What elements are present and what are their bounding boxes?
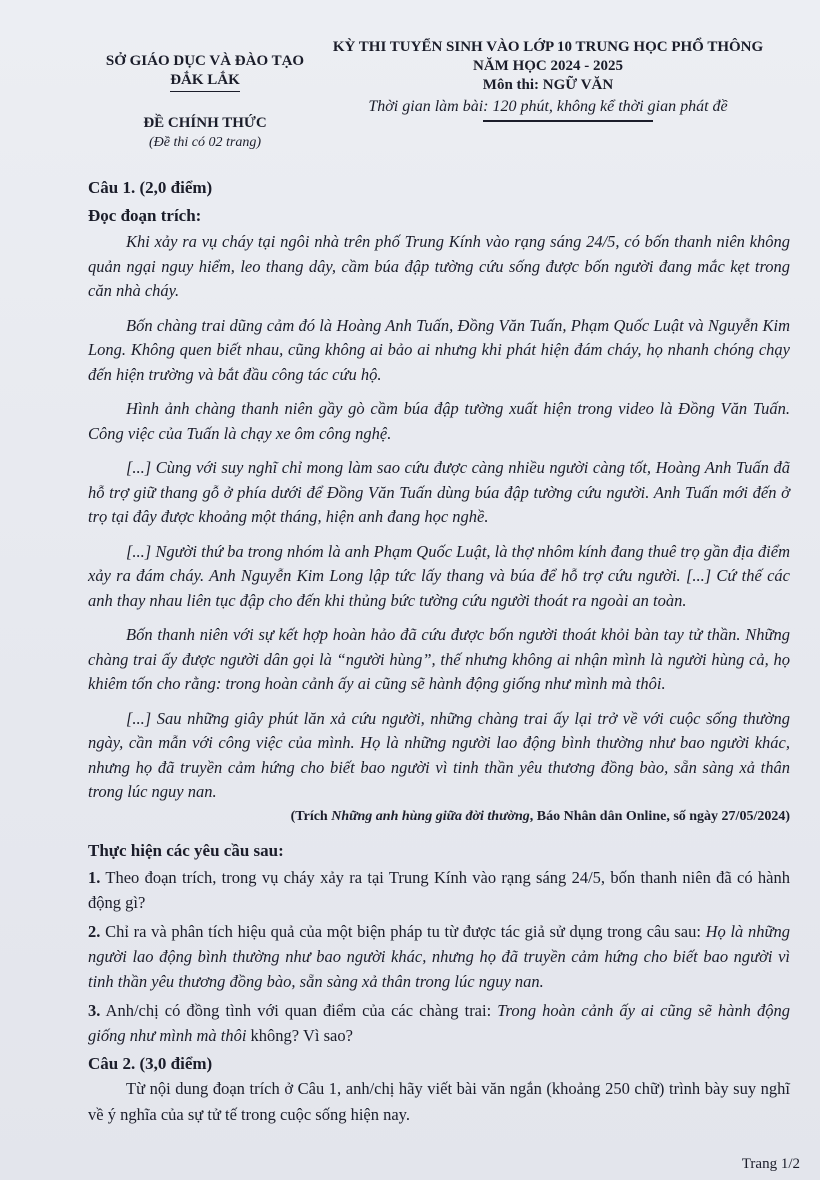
official-label: ĐỀ CHÍNH THỨC bbox=[143, 115, 267, 131]
header-right bbox=[318, 38, 778, 122]
passage-paragraph: Khi xảy ra vụ cháy tại ngôi nhà trên phố Trung Kính vào rạng sáng 24/5, có bốn thanh niên không quản ngại nguy hiểm, leo thang dây, cầm búa đập tường cứu sống được bốn người đang mắc kẹt trong căn nhà cháy. bbox=[88, 232, 790, 300]
header-left bbox=[100, 52, 310, 152]
passage-source: (Trích Những anh hùng giữa đời thường, Báo Nhân dân Online, số ngày 27/05/2024) bbox=[290, 808, 790, 824]
province-name: ĐẮK LẮK bbox=[170, 71, 240, 92]
passage-paragraph: [...] Người thứ ba trong nhóm là anh Phạm Quốc Luật, là thợ nhôm kính đang thuê trọ gần địa điểm xảy ra đám cháy. Anh Nguyễn Kim Long lập tức lấy thang và búa để hỗ trợ cứu người. [...] Cứ thế các anh thay nhau liên tục đập cho đến khi thủng bức tường cứu người thoát ra ngoài an toàn. bbox=[88, 541, 790, 610]
page-count-note: (Đề thi có 02 trang) bbox=[149, 135, 261, 150]
task-3: 3. Anh/chị có đồng tình với quan điểm của các chàng trai: Trong hoàn cảnh ấy ai cũng sẽ hành động giống như mình mà thôi không? Vì sao? bbox=[88, 1000, 791, 1045]
passage-paragraph: [...] Sau những giây phút lăn xả cứu người, những chàng trai ấy lại trở về với cuộc sống thường ngày, cần mẫn với công việc của mình. Họ là những người lao động bình thường như bao người khác, nhưng họ đã truyền cảm hứng cho biết bao người vì tinh thần yêu thương đồng bào, sẵn sàng xả thân trong lúc nguy nan. bbox=[88, 708, 790, 801]
source-title: Những anh hùng giữa đời thường bbox=[331, 808, 530, 824]
task-1: 1. Theo đoạn trích, trong vụ cháy xảy ra tại Trung Kính vào rạng sáng 24/5, bốn thanh niên đã có hành động gì? bbox=[88, 867, 790, 912]
question-2-title: Câu 2. (3,0 điểm) bbox=[88, 1053, 213, 1073]
exam-content bbox=[88, 176, 790, 1128]
school-year: NĂM HỌC 2024 - 2025 bbox=[473, 58, 623, 74]
task-3-quote: Trong hoàn cảnh ấy ai cũng sẽ hành động giống như mình mà thôi bbox=[88, 1000, 791, 1045]
passage-paragraph: [...] Cùng với suy nghĩ chỉ mong làm sao cứu được càng nhiều người càng tốt, Hoàng Anh Tuấn đã hỗ trợ giữ thang gỗ ở phía dưới để Đồng Văn Tuấn dùng búa đập tường cứu người. Anh Tuấn mới đến ở trọ tại đây được khoảng một tháng, hiện anh đang học nghề. bbox=[88, 458, 790, 526]
exam-title: KỲ THI TUYỂN SINH VÀO LỚP 10 TRUNG HỌC PHỔ THÔNG bbox=[332, 39, 764, 55]
passage-paragraph: Bốn thanh niên với sự kết hợp hoàn hảo đã cứu được bốn người thoát khỏi bàn tay tử thần. Những chàng trai ấy được người dân gọi là “người hùng”, thế nhưng không ai nhận mình là người hùng cả, họ khiêm tốn cho rằng: trong hoàn cảnh ấy ai cũng sẽ hành động giống như mình mà thôi. bbox=[88, 625, 790, 693]
passage-paragraph: Bốn chàng trai dũng cảm đó là Hoàng Anh Tuấn, Đồng Văn Tuấn, Phạm Quốc Luật và Nguyễn Kim Long. Không quen biết nhau, cũng không ai bảo ai nhưng khi phát hiện đám cháy, họ nhanh chóng chạy đến hiện trường và bắt đầu công tác cứu hộ. bbox=[88, 315, 790, 384]
time-note: Thời gian làm bài: 120 phút, không kể thời gian phát đề bbox=[368, 98, 728, 115]
task-2: 2. Chỉ ra và phân tích hiệu quả của một biện pháp tu từ được tác giả sử dụng trong câu sau: Họ là những người lao động bình thường như bao người khác, nhưng họ đã truyền cảm hứng cho biết bao người vì tinh thần yêu thương đồng bào, sẵn sàng xả thân trong lúc nguy nan. bbox=[88, 921, 790, 991]
question-2-text: Từ nội dung đoạn trích ở Câu 1, anh/chị hãy viết bài văn ngắn (khoảng 250 chữ) trình bày suy nghĩ về ý nghĩa của sự tử tế trong cuộc sống hiện nay. bbox=[88, 1078, 790, 1124]
tasks-title: Thực hiện các yêu cầu sau: bbox=[88, 840, 284, 860]
passage-paragraph: Hình ảnh chàng thanh niên gầy gò cầm búa đập tường xuất hiện trong video là Đồng Văn Tuấn. Công việc của Tuấn là chạy xe ôm công nghệ. bbox=[88, 399, 790, 443]
subject: Môn thi: NGỮ VĂN bbox=[482, 77, 614, 93]
read-label: Đọc đoạn trích: bbox=[88, 206, 202, 225]
page-number: Trang 1/2 bbox=[741, 1156, 800, 1172]
header-underline bbox=[483, 120, 653, 122]
task-2-quote: Họ là những người lao động bình thường như bao người khác, nhưng họ đã truyền cảm hứng cho biết bao người vì tinh thần yêu thương đồng bào, sẵn sàng xả thân trong lúc nguy nan. bbox=[88, 921, 790, 991]
question-1-title: Câu 1. (2,0 điểm) bbox=[88, 178, 213, 197]
dept-name: SỞ GIÁO DỤC VÀ ĐÀO TẠO bbox=[105, 53, 305, 69]
